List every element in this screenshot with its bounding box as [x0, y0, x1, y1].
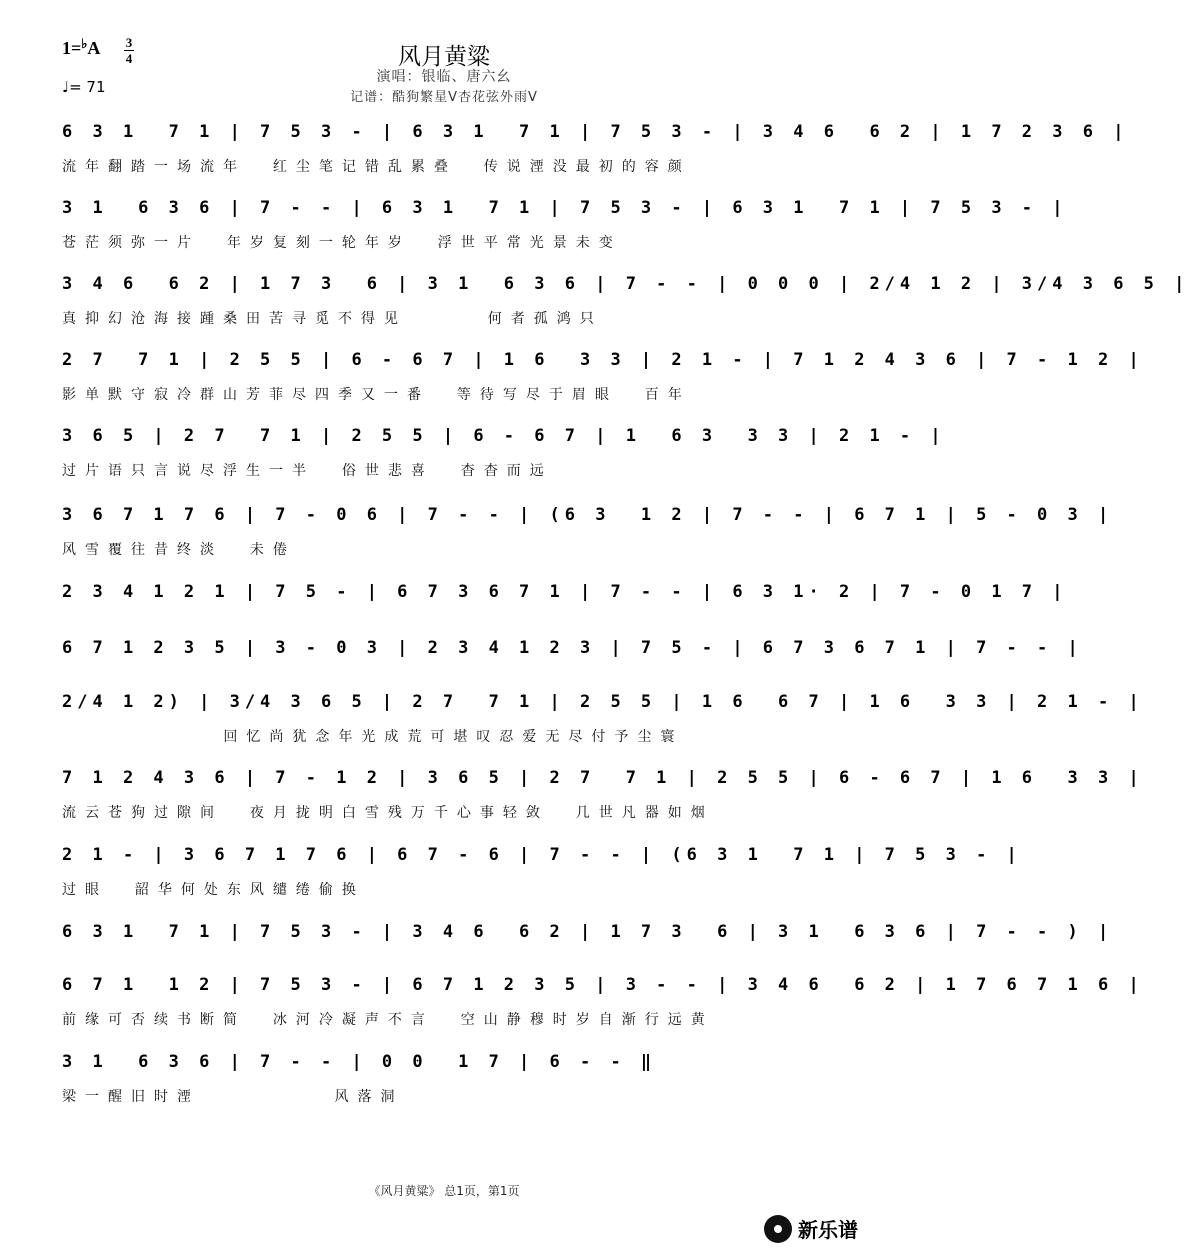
notator-credit: 记谱：酷狗繁星V杏花弦外雨V: [350, 90, 538, 105]
score-lyrics: 梁一醒旧时湮 风落洞: [62, 1089, 404, 1105]
score-line: [62, 505, 1114, 559]
score-notes: 6 7 1 2 3 5 | 3 - 0 3 | 2 3 4 1 2 3 | 7 5 - | 6 7 3 6 7 1 | 7 - - |: [62, 638, 1083, 658]
score-lyrics: 流云苍狗过隙间 夜月拢明白雪残万千心事轻敛 几世凡器如烟: [62, 805, 714, 821]
score-notes: 6 3 1 7 1 | 7 5 3 - | 3 4 6 6 2 | 1 7 3 6 | 3 1 6 3 6 | 7 - - ) |: [62, 922, 1114, 942]
score-line: [62, 975, 1144, 1029]
score-notes: 3 6 7 1 7 6 | 7 - 0 6 | 7 - - | (6 3 1 2 | 7 - - | 6 7 1 | 5 - 0 3 |: [62, 505, 1114, 525]
song-title: 风月黄粱: [398, 44, 490, 70]
score-notes: 6 7 1 1 2 | 7 5 3 - | 6 7 1 2 3 5 | 3 - - | 3 4 6 6 2 | 1 7 6 7 1 6 |: [62, 975, 1144, 995]
score-line: [62, 845, 1022, 899]
score-line: [62, 922, 1114, 956]
site-logo: [764, 1214, 858, 1243]
logo-text: 新乐谱: [798, 1218, 858, 1242]
key-note: A: [87, 38, 101, 58]
score-line: [62, 1052, 792, 1106]
score-line: [62, 122, 1129, 176]
score-notes: 3 1 6 3 6 | 7 - - | 6 3 1 7 1 | 7 5 3 - | 6 3 1 7 1 | 7 5 3 - |: [62, 198, 1068, 218]
score-notes: 3 6 5 | 2 7 7 1 | 2 5 5 | 6 - 6 7 | 1 6 3 3 3 | 2 1 - |: [62, 426, 946, 446]
score-line: [62, 692, 1144, 746]
score-lyrics: 风雪覆往昔终淡 未倦: [62, 542, 296, 558]
score-lyrics: 回忆尚犹念年光成荒可堪叹忍爱无尽付予尘寰: [62, 729, 684, 745]
score-lyrics: 过片语只言说尽浮生一半 俗世悲喜 杳杳而远: [62, 463, 553, 479]
vinyl-record-icon: [764, 1215, 792, 1243]
score-line: [62, 768, 1144, 822]
score-notes: 3 4 6 6 2 | 1 7 3 6 | 3 1 6 3 6 | 7 - - | 0 0 0 | 2/4 1 2 | 3/4 3 6 5 |: [62, 274, 1189, 294]
score-notes: 2 1 - | 3 6 7 1 7 6 | 6 7 - 6 | 7 - - | (6 3 1 7 1 | 7 5 3 - |: [62, 845, 1022, 865]
key-prefix: 1=: [62, 38, 82, 58]
score-line: [62, 638, 1083, 672]
time-top: 3: [125, 35, 133, 50]
score-lyrics: 真抑幻沧海接踵桑田苦寻觅不得见 何者孤鸿只: [62, 311, 603, 327]
page-footer: 《风月黄粱》 总1页，第1页: [368, 1184, 520, 1198]
score-notes: 2 3 4 1 2 1 | 7 5 - | 6 7 3 6 7 1 | 7 - - | 6 3 1· 2 | 7 - 0 1 7 |: [62, 582, 1068, 602]
tempo-marking: ♩= 71: [62, 78, 106, 96]
score-lyrics: 前缘可否续书断简 冰河冷凝声不言 空山静穆时岁自渐行远黄: [62, 1012, 714, 1028]
score-notes: 2 7 7 1 | 2 5 5 | 6 - 6 7 | 1 6 3 3 | 2 1 - | 7 1 2 4 3 6 | 7 - 1 2 |: [62, 350, 1144, 370]
score-line: [62, 426, 946, 480]
score-lyrics: 流年翻踏一场流年 红尘笔记错乱累叠 传说湮没最初的容颜: [62, 159, 691, 175]
score-line: [62, 350, 1144, 404]
score-lyrics: 苍茫须弥一片 年岁复刻一轮年岁 浮世平常光景未变: [62, 235, 622, 251]
score-line: [62, 198, 1068, 252]
score-notes: 2/4 1 2) | 3/4 3 6 5 | 2 7 7 1 | 2 5 5 | 1 6 6 7 | 1 6 3 3 | 2 1 - |: [62, 692, 1144, 712]
score-lyrics: 过眼 韶华何处东风缱绻偷换: [62, 882, 365, 898]
time-bottom: 4: [125, 51, 133, 66]
score-notes: 3 1 6 3 6 | 7 - - | 0 0 1 7 | 6 - - ‖: [62, 1052, 657, 1072]
score-lyrics: 影单默守寂冷群山芳菲尽四季又一番 等待写尽于眉眼 百年: [62, 387, 691, 403]
score-notes: 6 3 1 7 1 | 7 5 3 - | 6 3 1 7 1 | 7 5 3 - | 3 4 6 6 2 | 1 7 2 3 6 |: [62, 122, 1129, 142]
score-notes: 7 1 2 4 3 6 | 7 - 1 2 | 3 6 5 | 2 7 7 1 | 2 5 5 | 6 - 6 7 | 1 6 3 3 |: [62, 768, 1144, 788]
score-line: [62, 274, 1189, 328]
score-line: [62, 582, 1068, 616]
singer-credit: 演唱：银临、唐六幺: [376, 69, 512, 85]
key-flat: ♭: [81, 36, 88, 51]
